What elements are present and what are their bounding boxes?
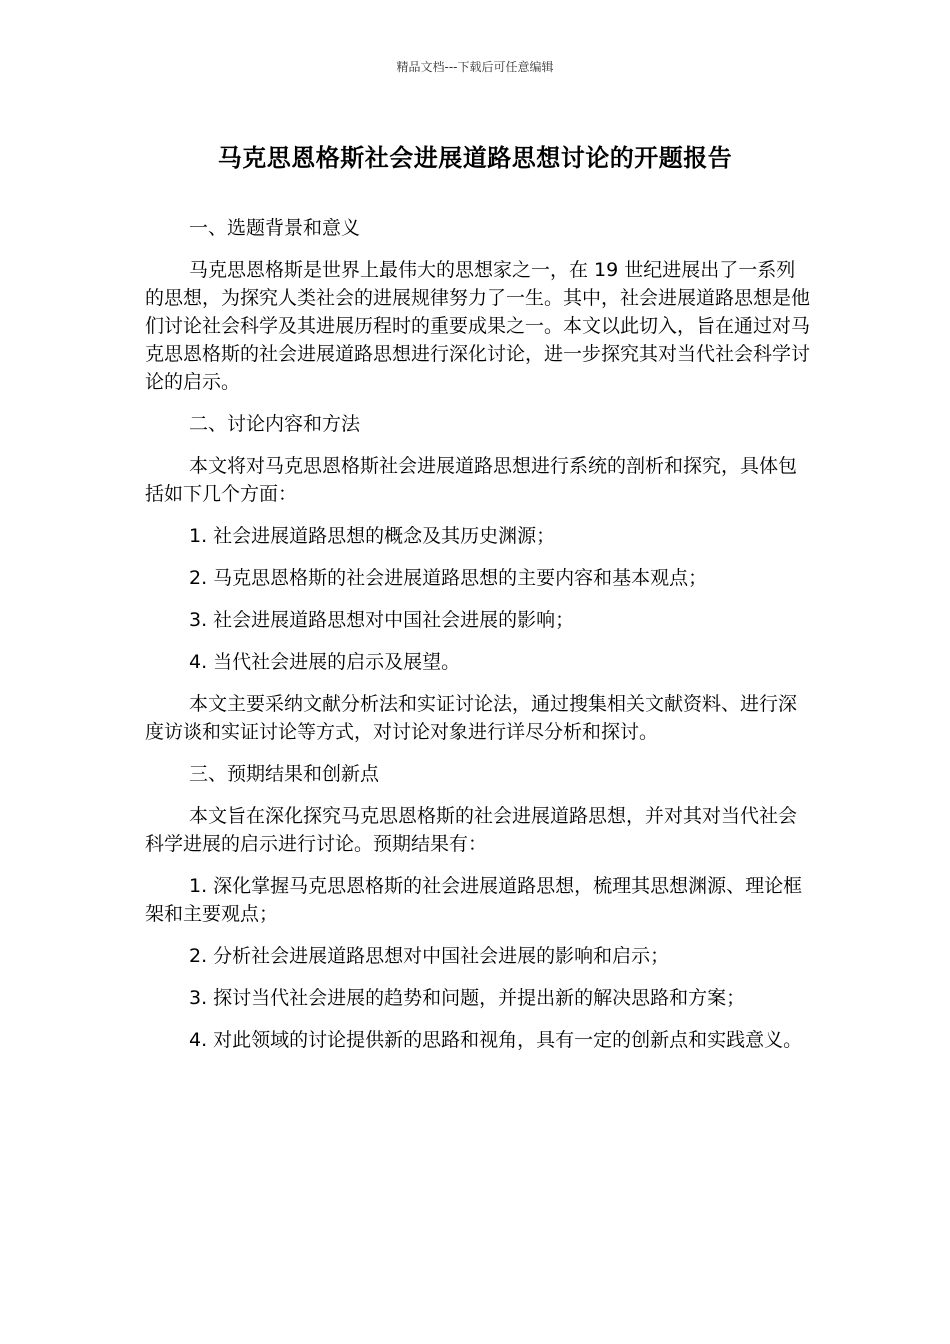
list-item: 1. 社会进展道路思想的概念及其历史渊源； xyxy=(189,525,556,547)
list-item: 4. 对此领域的讨论提供新的思路和视角，具有一定的创新点和实践意义。 xyxy=(189,1029,803,1051)
list-item: 2. 分析社会进展道路思想对中国社会进展的影响和启示； xyxy=(189,945,670,967)
list-item: 3. 社会进展道路思想对中国社会进展的影响； xyxy=(189,609,575,631)
paragraph: 本文主要采纳文献分析法和实证讨论法，通过搜集相关文献资料、进行深度访谈和实证讨论等方式，对讨论对象进行详尽分析和探讨。 xyxy=(145,693,798,743)
document-title: 马克思恩格斯社会进展道路思想讨论的开题报告 xyxy=(217,144,733,172)
section-heading-content-method: 二、讨论内容和方法 xyxy=(189,413,361,435)
list-item: 1. 深化掌握马克思恩格斯的社会进展道路思想，梳理其思想渊源、理论框架和主要观点； xyxy=(145,875,803,925)
paragraph: 马克思恩格斯是世界上最伟大的思想家之一，在 19 世纪进展出了一系列的思想，为探究人类社会的进展规律努力了一生。其中，社会进展道路思想是他们讨论社会科学及其进展历程时的重要成果之一。本文以此切入，旨在通过对马克思恩格斯的社会进展道路思想进行深化讨论，进一步探究其对当代社会科学讨论的启示。 xyxy=(145,259,811,393)
list-item: 2. 马克思恩格斯的社会进展道路思想的主要内容和基本观点； xyxy=(189,567,708,589)
section-heading-expected-results: 三、预期结果和创新点 xyxy=(189,763,380,785)
list-item: 4. 当代社会进展的启示及展望。 xyxy=(189,651,461,673)
document-body xyxy=(145,214,810,1068)
list-item: 3. 探讨当代社会进展的趋势和问题，并提出新的解决思路和方案； xyxy=(189,987,746,1009)
header-note: 精品文档---下载后可任意编辑 xyxy=(396,60,554,74)
paragraph: 本文将对马克思恩格斯社会进展道路思想进行系统的剖析和探究，具体包括如下几个方面： xyxy=(145,455,798,505)
section-heading-background: 一、选题背景和意义 xyxy=(189,217,361,239)
paragraph: 本文旨在深化探究马克思恩格斯的社会进展道路思想，并对其对当代社会科学进展的启示进行讨论。预期结果有： xyxy=(145,805,798,855)
